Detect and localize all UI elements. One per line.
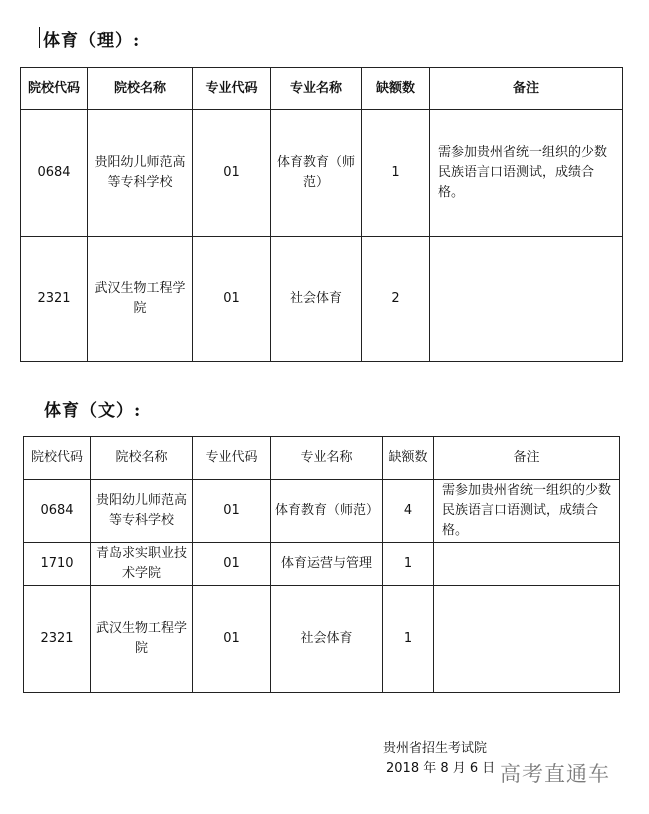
table-row <box>24 586 620 693</box>
cell-school-name: 武汉生物工程学院 <box>88 237 193 362</box>
cell-vacancy: 1 <box>383 586 434 693</box>
cell-school-name: 贵阳幼儿师范高等专科学校 <box>91 480 193 543</box>
cell-major-name: 体育运营与管理 <box>271 543 383 586</box>
cell-school-code: 2321 <box>21 237 88 362</box>
cell-major-name: 社会体育 <box>271 586 383 693</box>
table-header-row <box>21 68 623 110</box>
header-note: 备注 <box>434 437 620 480</box>
cell-major-name: 体育教育（师范） <box>271 110 362 237</box>
header-major-code: 专业代码 <box>193 437 271 480</box>
table-header-row <box>24 437 620 480</box>
table-row <box>21 110 623 237</box>
header-school-code: 院校代码 <box>24 437 91 480</box>
table-science <box>20 67 623 362</box>
cell-major-code: 01 <box>193 480 271 543</box>
header-school-code: 院校代码 <box>21 68 88 110</box>
section-heading-science <box>43 26 140 51</box>
cell-major-code: 01 <box>193 237 271 362</box>
header-note: 备注 <box>430 68 623 110</box>
section-heading-text: 体育（理）: <box>43 31 141 51</box>
table-row <box>24 543 620 586</box>
table-row <box>21 237 623 362</box>
cell-note <box>434 586 620 693</box>
cell-major-code: 01 <box>193 586 271 693</box>
cell-school-name: 青岛求实职业技术学院 <box>91 543 193 586</box>
section-heading-arts <box>44 396 141 421</box>
issuer-signature: 贵州省招生考试院 <box>383 741 488 756</box>
header-major-name: 专业名称 <box>271 437 383 480</box>
cell-school-code: 1710 <box>24 543 91 586</box>
header-major-code: 专业代码 <box>193 68 271 110</box>
cell-school-code: 2321 <box>24 586 91 693</box>
cell-major-name: 社会体育 <box>271 237 362 362</box>
cell-vacancy: 1 <box>383 543 434 586</box>
cell-vacancy: 4 <box>383 480 434 543</box>
cell-vacancy: 1 <box>362 110 430 237</box>
cell-major-name: 体育教育（师范） <box>271 480 383 543</box>
text-cursor <box>39 27 40 48</box>
cell-school-name: 武汉生物工程学院 <box>91 586 193 693</box>
cell-note: 需参加贵州省统一组织的少数民族语言口语测试，成绩合格。 <box>430 110 623 237</box>
cell-note <box>430 237 623 362</box>
cell-school-code: 0684 <box>21 110 88 237</box>
header-vacancy: 缺额数 <box>362 68 430 110</box>
cell-vacancy: 2 <box>362 237 430 362</box>
table-arts <box>23 436 620 693</box>
issue-date: 2018 年 8 月 6 日 <box>386 761 496 776</box>
table-row <box>24 480 620 543</box>
header-major-name: 专业名称 <box>271 68 362 110</box>
cell-note <box>434 543 620 586</box>
watermark-text: 高考直通车 <box>500 762 610 786</box>
cell-school-name: 贵阳幼儿师范高等专科学校 <box>88 110 193 237</box>
header-school-name: 院校名称 <box>91 437 193 480</box>
cell-school-code: 0684 <box>24 480 91 543</box>
cell-note: 需参加贵州省统一组织的少数民族语言口语测试，成绩合格。 <box>434 480 620 543</box>
cell-major-code: 01 <box>193 110 271 237</box>
cell-major-code: 01 <box>193 543 271 586</box>
header-vacancy: 缺额数 <box>383 437 434 480</box>
section-heading-text: 体育（文）: <box>44 401 142 421</box>
header-school-name: 院校名称 <box>88 68 193 110</box>
